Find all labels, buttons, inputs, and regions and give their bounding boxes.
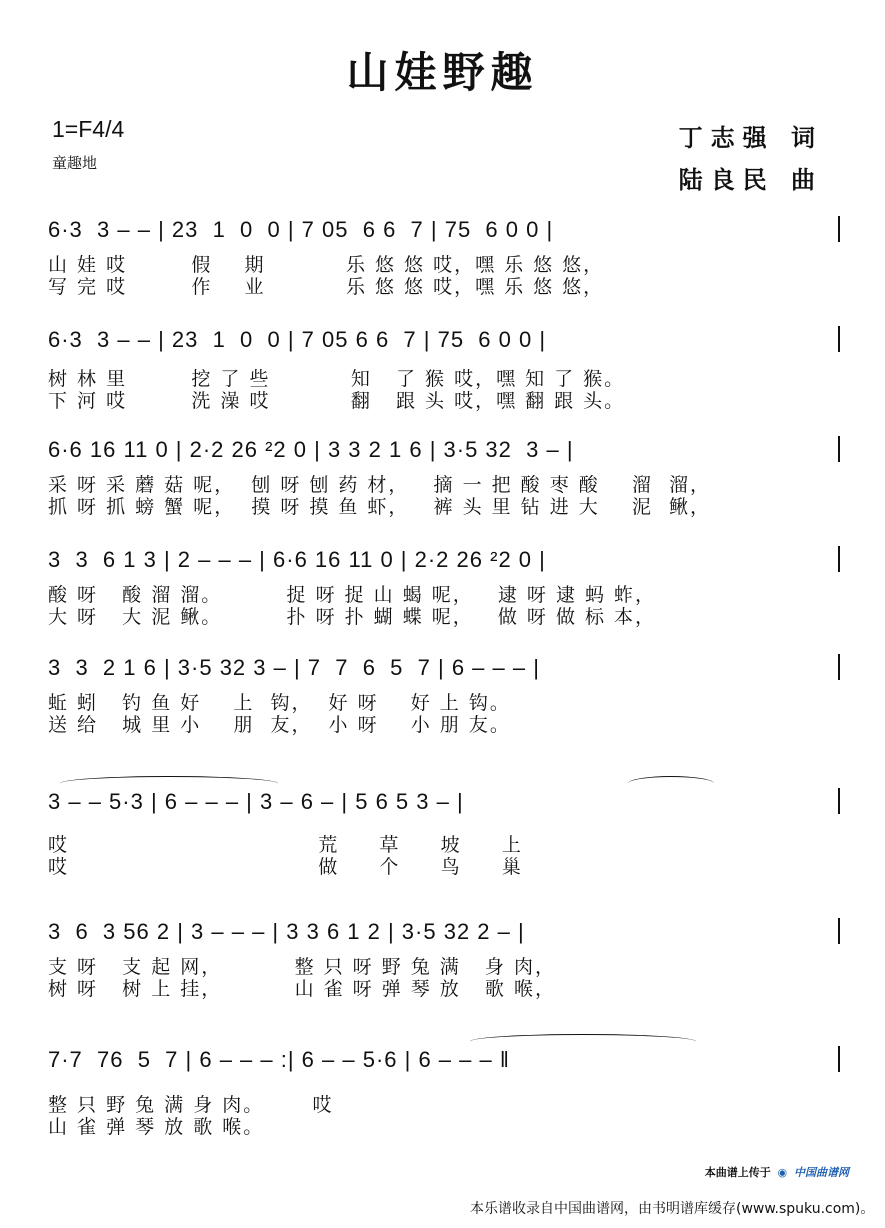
composer-credit: 陆良民 曲 — [678, 165, 823, 194]
score-row-8 — [0, 1042, 885, 1152]
site-logo-icon: ◉ — [777, 1166, 788, 1179]
barline — [838, 436, 840, 462]
upload-note — [705, 1164, 849, 1180]
lyric-verse-2: 写 完 哎 作 业 乐 悠 悠 哎，嘿 乐 悠 悠， — [48, 276, 605, 298]
lyric-verse-2: 抓 呀 抓 螃 蟹 呢， 摸 呀 摸 鱼 虾， 裤 头 里 钻 进 大 泥 鳅， — [48, 496, 711, 518]
notation-line: 3 – – 5·3 | 6 – – – | 3 – 6 – | 5 6 5 3 – | — [48, 789, 464, 814]
score-row-1 — [0, 212, 885, 322]
lyric-verse-2: 送 给 城 里 小 朋 友， 小 呀 小 朋 友。 — [48, 714, 511, 736]
score-row-3 — [0, 432, 885, 542]
lyricist-credit: 丁志强 词 — [678, 123, 823, 152]
lyric-verse-2: 大 呀 大 泥 鳅。 扑 呀 扑 蝴 蝶 呢， 做 呀 做 标 本， — [48, 606, 657, 628]
lyric-verse-1: 支 呀 支 起 网， 整 只 呀 野 兔 满 身 肉， — [48, 956, 556, 978]
barline — [838, 918, 840, 944]
lyric-verse-1: 树 林 里 挖 了 些 知 了 猴 哎，嘿 知 了 猴。 — [48, 368, 626, 390]
score-row-4 — [0, 542, 885, 652]
tempo-marking: 童趣地 — [52, 154, 98, 172]
score-row-5 — [0, 650, 885, 760]
notation-line: 6·3 3 – – | 23 1 0 0 | 7 05 6 6 7 | 75 6 0 0 | — [48, 327, 547, 352]
notation-line: 3 3 6 1 3 | 2 – – – | 6·6 16 11 0 | 2·2 26 ²2 0 | — [48, 547, 546, 572]
lyric-verse-2: 下 河 哎 洗 澡 哎 翻 跟 头 哎，嘿 翻 跟 头。 — [48, 390, 626, 412]
barline — [838, 546, 840, 572]
site-brand: 中国曲谱网 — [794, 1166, 849, 1179]
notation-line: 6·3 3 – – | 23 1 0 0 | 7 05 6 6 7 | 75 6 0 0 | — [48, 217, 554, 242]
key-signature: 1=F4/4 — [52, 116, 125, 142]
lyric-verse-2: 哎 做 个 鸟 巢 — [48, 856, 523, 878]
notation-line: 6·6 16 11 0 | 2·2 26 ²2 0 | 3 3 2 1 6 | 3·5 32 3 – | — [48, 437, 574, 462]
barline — [838, 216, 840, 242]
notation-line: 7·7 76 5 7 | 6 – – – :| 6 – – 5·6 | 6 – – – ‖ — [48, 1047, 510, 1072]
notation-line: 3 3 2 1 6 | 3·5 32 3 – | 7 7 6 5 7 | 6 – – – | — [48, 655, 540, 680]
lyric-verse-1: 酸 呀 酸 溜 溜。 捉 呀 捉 山 蝎 呢， 逮 呀 逮 蚂 蚱， — [48, 584, 657, 606]
notation-line: 3 6 3 56 2 | 3 – – – | 3 3 6 1 2 | 3·5 32 2 – | — [48, 919, 525, 944]
barline — [838, 326, 840, 352]
final-barline — [838, 1046, 840, 1072]
score-row-2 — [0, 322, 885, 432]
score-row-7 — [0, 914, 885, 1024]
lyric-verse-2: 树 呀 树 上 挂， 山 雀 呀 弹 琴 放 歌 喉， — [48, 978, 556, 1000]
lyric-verse-1: 采 呀 采 蘑 菇 呢， 刨 呀 刨 药 材， 摘 一 把 酸 枣 酸 溜 溜， — [48, 474, 711, 496]
lyric-verse-1: 蚯 蚓 钓 鱼 好 上 钩， 好 呀 好 上 钩。 — [48, 692, 511, 714]
lyric-verse-1: 哎 荒 草 坡 上 — [48, 834, 523, 856]
lyric-verse-1: 山 娃 哎 假 期 乐 悠 悠 哎，嘿 乐 悠 悠， — [48, 254, 605, 276]
source-note: 本乐谱收录自中国曲谱网，由书明谱库缓存(www.spuku.com)。 — [470, 1201, 875, 1217]
upload-note-text: 本曲谱上传于 — [704, 1166, 771, 1179]
lyric-verse-2: 山 雀 弹 琴 放 歌 喉。 — [48, 1116, 265, 1138]
score-title: 山娃野趣 — [346, 48, 539, 97]
barline — [838, 654, 840, 680]
barline — [838, 788, 840, 814]
lyric-verse-1: 整 只 野 兔 满 身 肉。 哎 — [48, 1094, 334, 1116]
score-row-6 — [0, 784, 885, 894]
